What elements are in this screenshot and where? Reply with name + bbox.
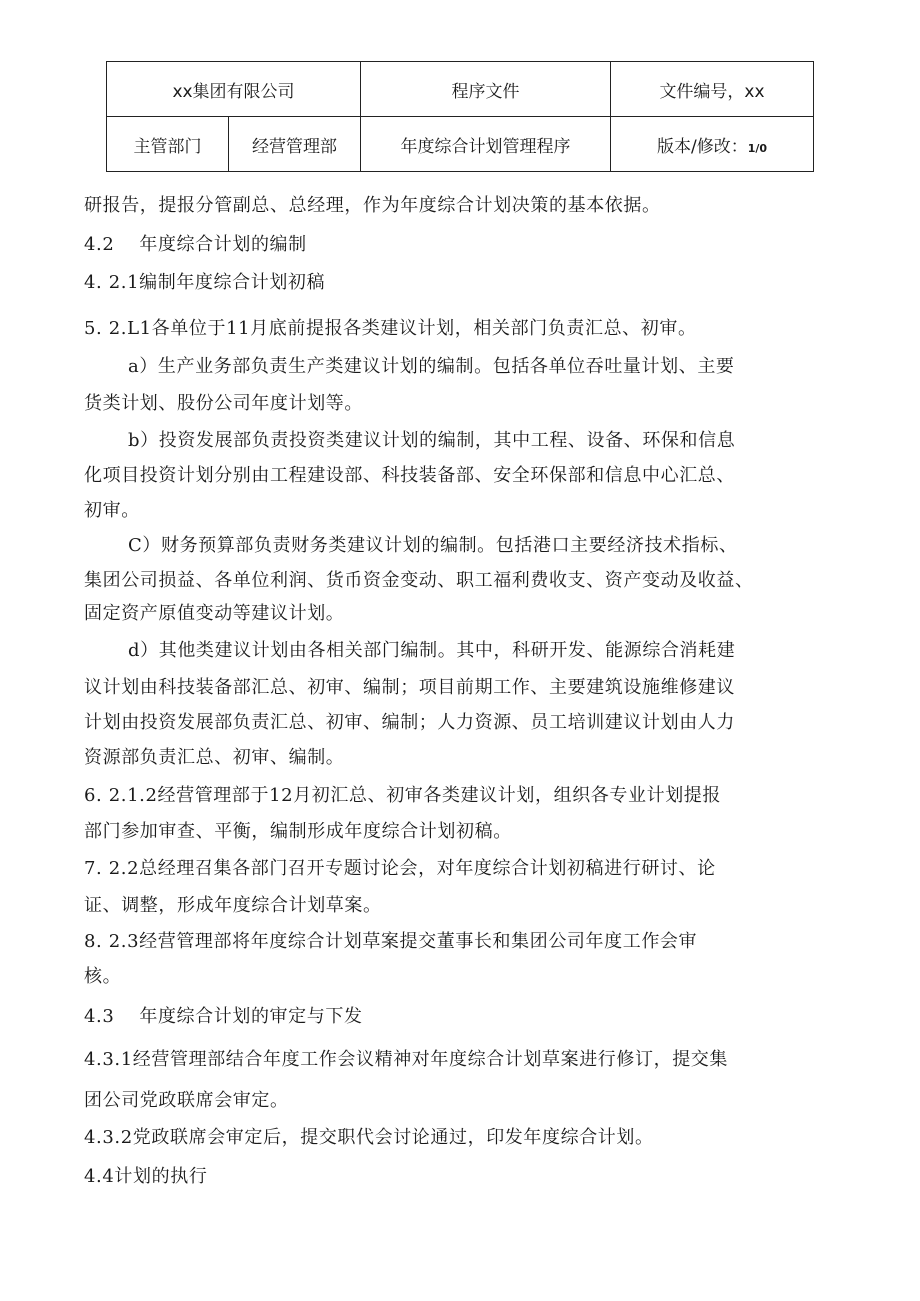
body-line: a）生产业务部负责生产类建议计划的编制。包括各单位吞吐量计划、主要	[128, 356, 735, 377]
body-line: 集团公司损益、各单位利润、货币资金变动、职工福利费收支、资产变动及收益、	[84, 570, 754, 591]
body-line: 团公司党政联席会审定。	[84, 1090, 289, 1111]
body-line: 化项目投资计划分别由工程建设部、科技装备部、安全环保部和信息中心汇总、	[84, 465, 735, 486]
body-line: 核。	[84, 966, 122, 987]
body-line: 部门参加审查、平衡，编制形成年度综合计划初稿。	[84, 821, 512, 842]
document-number: 文件编号，xx	[611, 62, 814, 117]
section-heading: 4.3 年度综合计划的审定与下发	[84, 1006, 363, 1027]
body-line: 5. 2.L1各单位于11月底前提报各类建议计划，相关部门负责汇总、初审。	[84, 318, 697, 339]
body-line: 初审。	[84, 500, 140, 521]
version-value: 1/0	[747, 141, 768, 155]
dept-value: 经营管理部	[229, 117, 361, 172]
header-row-1	[107, 62, 814, 117]
body-line: 8. 2.3经营管理部将年度综合计划草案提交董事长和集团公司年度工作会审	[84, 931, 698, 952]
version-label: 版本/修改：	[656, 136, 748, 157]
subsection-heading: 4. 2.1编制年度综合计划初稿	[84, 272, 326, 293]
body-line: 4.3.2党政联席会审定后，提交职代会讨论通过，印发年度综合计划。	[84, 1127, 654, 1148]
dept-label: 主管部门	[107, 117, 229, 172]
header-row-2	[107, 117, 814, 172]
body-line: 7. 2.2总经理召集各部门召开专题讨论会，对年度综合计划初稿进行研讨、论	[84, 858, 716, 879]
body-line: d）其他类建议计划由各相关部门编制。其中，科研开发、能源综合消耗建	[128, 640, 736, 661]
body-line: 议计划由科技装备部汇总、初审、编制；项目前期工作、主要建筑设施维修建议	[84, 677, 735, 698]
body-line: b）投资发展部负责投资类建议计划的编制，其中工程、设备、环保和信息	[128, 430, 736, 451]
body-line: 6. 2.1.2经营管理部于12月初汇总、初审各类建议计划，组织各专业计划提报	[84, 785, 721, 806]
procedure-name: 年度综合计划管理程序	[361, 117, 611, 172]
body-line: 计划由投资发展部负责汇总、初审、编制；人力资源、员工培训建议计划由人力	[84, 712, 735, 733]
body-line: 证、调整，形成年度综合计划草案。	[84, 895, 382, 916]
company-name: xx集团有限公司	[107, 62, 361, 117]
body-line: C）财务预算部负责财务类建议计划的编制。包括港口主要经济技术指标、	[128, 535, 738, 556]
body-line: 4.3.1经营管理部结合年度工作会议精神对年度综合计划草案进行修订，提交集	[84, 1049, 728, 1070]
version-cell	[611, 117, 814, 172]
document-header-table	[106, 61, 814, 172]
document-type: 程序文件	[361, 62, 611, 117]
section-heading: 4.2 年度综合计划的编制	[84, 234, 307, 255]
body-line: 固定资产原值变动等建议计划。	[84, 603, 345, 624]
body-line: 资源部负责汇总、初审、编制。	[84, 747, 345, 768]
body-line: 研报告，提报分管副总、总经理，作为年度综合计划决策的基本依据。	[84, 195, 661, 216]
section-heading: 4.4计划的执行	[84, 1166, 208, 1187]
body-line: 货类计划、股份公司年度计划等。	[84, 393, 363, 414]
